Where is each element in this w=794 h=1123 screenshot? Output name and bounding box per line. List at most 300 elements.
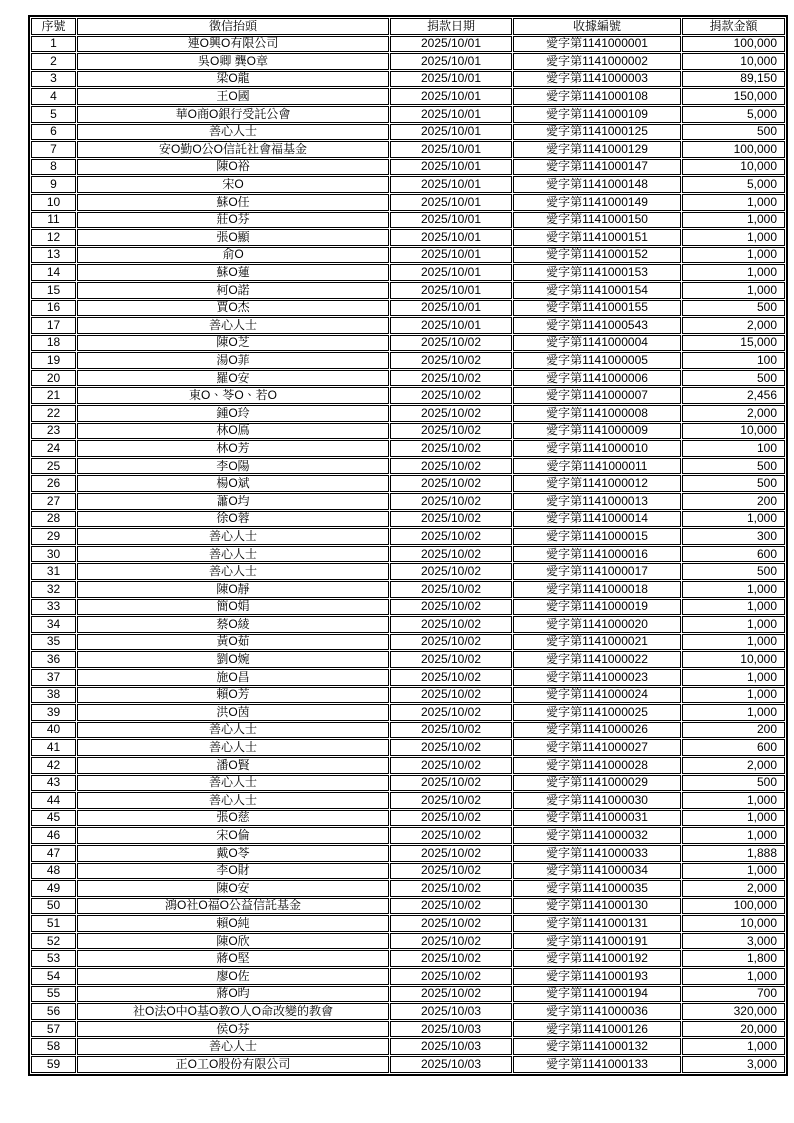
cell-amount: 1,000 <box>682 264 785 281</box>
cell-receipt: 愛字第1141000016 <box>513 546 681 563</box>
table-row <box>31 757 785 774</box>
table-row <box>31 264 785 281</box>
cell-serial: 19 <box>31 352 76 369</box>
column-header-amount: 捐款金額 <box>682 18 785 35</box>
cell-donor: 宋O <box>77 176 389 193</box>
cell-donor: 陳O欣 <box>77 933 389 950</box>
cell-donor: 華O商O銀行受託公會 <box>77 106 389 123</box>
cell-donor: 宋O倫 <box>77 827 389 844</box>
cell-date: 2025/10/02 <box>390 511 512 528</box>
cell-serial: 1 <box>31 36 76 53</box>
cell-serial: 25 <box>31 458 76 475</box>
cell-receipt: 愛字第1141000029 <box>513 775 681 792</box>
cell-amount: 1,000 <box>682 581 785 598</box>
cell-amount: 20,000 <box>682 1021 785 1038</box>
table-row <box>31 528 785 545</box>
cell-date: 2025/10/02 <box>390 370 512 387</box>
cell-donor: 賴O純 <box>77 915 389 932</box>
cell-receipt: 愛字第1141000007 <box>513 387 681 404</box>
cell-donor: 正O工O股份有限公司 <box>77 1056 389 1073</box>
cell-donor: 陳O裕 <box>77 159 389 176</box>
cell-donor: 善心人士 <box>77 775 389 792</box>
cell-date: 2025/10/02 <box>390 423 512 440</box>
table-row <box>31 1056 785 1073</box>
cell-amount: 1,000 <box>682 968 785 985</box>
cell-amount: 100 <box>682 352 785 369</box>
cell-serial: 24 <box>31 440 76 457</box>
table-row <box>31 352 785 369</box>
cell-date: 2025/10/02 <box>390 651 512 668</box>
table-row <box>31 898 785 915</box>
cell-donor: 善心人士 <box>77 739 389 756</box>
cell-amount: 1,000 <box>682 704 785 721</box>
table-row <box>31 687 785 704</box>
cell-serial: 23 <box>31 423 76 440</box>
cell-amount: 2,000 <box>682 757 785 774</box>
cell-donor: 東O、苓O、若O <box>77 387 389 404</box>
cell-serial: 21 <box>31 387 76 404</box>
cell-serial: 39 <box>31 704 76 721</box>
cell-receipt: 愛字第1141000133 <box>513 1056 681 1073</box>
cell-receipt: 愛字第1141000152 <box>513 247 681 264</box>
cell-receipt: 愛字第1141000003 <box>513 71 681 88</box>
cell-serial: 20 <box>31 370 76 387</box>
cell-date: 2025/10/02 <box>390 387 512 404</box>
cell-date: 2025/10/02 <box>390 599 512 616</box>
cell-serial: 32 <box>31 581 76 598</box>
cell-receipt: 愛字第1141000155 <box>513 300 681 317</box>
cell-serial: 48 <box>31 863 76 880</box>
table-row <box>31 1038 785 1055</box>
cell-receipt: 愛字第1141000129 <box>513 141 681 158</box>
cell-date: 2025/10/02 <box>390 722 512 739</box>
cell-serial: 34 <box>31 616 76 633</box>
cell-date: 2025/10/01 <box>390 88 512 105</box>
table-row <box>31 669 785 686</box>
cell-date: 2025/10/02 <box>390 581 512 598</box>
cell-receipt: 愛字第1141000019 <box>513 599 681 616</box>
cell-date: 2025/10/02 <box>390 827 512 844</box>
cell-receipt: 愛字第1141000148 <box>513 176 681 193</box>
cell-serial: 16 <box>31 300 76 317</box>
cell-serial: 42 <box>31 757 76 774</box>
cell-serial: 13 <box>31 247 76 264</box>
cell-receipt: 愛字第1141000192 <box>513 950 681 967</box>
cell-donor: 善心人士 <box>77 792 389 809</box>
table-row <box>31 722 785 739</box>
cell-date: 2025/10/03 <box>390 1056 512 1073</box>
cell-donor: 廖O佐 <box>77 968 389 985</box>
donation-table-body <box>31 36 785 1073</box>
cell-donor: 施O昌 <box>77 669 389 686</box>
table-row <box>31 1003 785 1020</box>
cell-donor: 蘇O任 <box>77 194 389 211</box>
table-row <box>31 827 785 844</box>
cell-amount: 100 <box>682 440 785 457</box>
cell-date: 2025/10/02 <box>390 687 512 704</box>
cell-serial: 26 <box>31 475 76 492</box>
cell-serial: 29 <box>31 528 76 545</box>
table-row <box>31 792 785 809</box>
cell-amount: 1,000 <box>682 229 785 246</box>
cell-receipt: 愛字第1141000008 <box>513 405 681 422</box>
cell-donor: 社O法O中O基O教O人O命改變的教會 <box>77 1003 389 1020</box>
table-row <box>31 229 785 246</box>
cell-donor: 張O慈 <box>77 810 389 827</box>
table-row <box>31 563 785 580</box>
cell-donor: 鴻O社O福O公益信託基金 <box>77 898 389 915</box>
cell-date: 2025/10/02 <box>390 898 512 915</box>
table-row <box>31 53 785 70</box>
cell-receipt: 愛字第1141000002 <box>513 53 681 70</box>
cell-amount: 300 <box>682 528 785 545</box>
cell-receipt: 愛字第1141000125 <box>513 124 681 141</box>
table-row <box>31 335 785 352</box>
table-row <box>31 616 785 633</box>
cell-donor: 林O芳 <box>77 440 389 457</box>
cell-serial: 49 <box>31 880 76 897</box>
cell-serial: 58 <box>31 1038 76 1055</box>
table-row <box>31 915 785 932</box>
table-row <box>31 880 785 897</box>
cell-receipt: 愛字第1141000025 <box>513 704 681 721</box>
cell-donor: 安O勤O公O信託社會福基金 <box>77 141 389 158</box>
cell-amount: 15,000 <box>682 335 785 352</box>
cell-amount: 5,000 <box>682 176 785 193</box>
cell-date: 2025/10/01 <box>390 194 512 211</box>
cell-receipt: 愛字第1141000011 <box>513 458 681 475</box>
cell-date: 2025/10/01 <box>390 176 512 193</box>
cell-serial: 46 <box>31 827 76 844</box>
cell-date: 2025/10/01 <box>390 264 512 281</box>
cell-receipt: 愛字第1141000126 <box>513 1021 681 1038</box>
cell-donor: 俞O <box>77 247 389 264</box>
cell-date: 2025/10/02 <box>390 669 512 686</box>
cell-date: 2025/10/02 <box>390 440 512 457</box>
cell-donor: 賴O芳 <box>77 687 389 704</box>
cell-donor: 善心人士 <box>77 546 389 563</box>
column-header-date: 捐款日期 <box>390 18 512 35</box>
cell-amount: 500 <box>682 475 785 492</box>
cell-donor: 蕭O均 <box>77 493 389 510</box>
cell-amount: 1,000 <box>682 810 785 827</box>
cell-receipt: 愛字第1141000017 <box>513 563 681 580</box>
table-row <box>31 704 785 721</box>
cell-amount: 1,000 <box>682 669 785 686</box>
cell-serial: 10 <box>31 194 76 211</box>
cell-serial: 35 <box>31 634 76 651</box>
cell-receipt: 愛字第1141000026 <box>513 722 681 739</box>
cell-amount: 600 <box>682 546 785 563</box>
cell-date: 2025/10/02 <box>390 810 512 827</box>
cell-donor: 蔣O昀 <box>77 986 389 1003</box>
cell-receipt: 愛字第1141000012 <box>513 475 681 492</box>
cell-serial: 36 <box>31 651 76 668</box>
cell-amount: 500 <box>682 124 785 141</box>
table-row <box>31 458 785 475</box>
table-row <box>31 493 785 510</box>
cell-receipt: 愛字第1141000147 <box>513 159 681 176</box>
cell-receipt: 愛字第1141000020 <box>513 616 681 633</box>
cell-date: 2025/10/02 <box>390 475 512 492</box>
cell-donor: 簡O娟 <box>77 599 389 616</box>
cell-receipt: 愛字第1141000153 <box>513 264 681 281</box>
cell-donor: 王O國 <box>77 88 389 105</box>
cell-date: 2025/10/02 <box>390 563 512 580</box>
cell-amount: 320,000 <box>682 1003 785 1020</box>
cell-receipt: 愛字第1141000028 <box>513 757 681 774</box>
cell-amount: 2,000 <box>682 405 785 422</box>
table-row <box>31 810 785 827</box>
cell-amount: 100,000 <box>682 898 785 915</box>
cell-amount: 1,000 <box>682 599 785 616</box>
cell-serial: 14 <box>31 264 76 281</box>
cell-date: 2025/10/03 <box>390 1003 512 1020</box>
table-row <box>31 475 785 492</box>
cell-donor: 善心人士 <box>77 528 389 545</box>
cell-donor: 羅O安 <box>77 370 389 387</box>
cell-serial: 38 <box>31 687 76 704</box>
cell-receipt: 愛字第1141000130 <box>513 898 681 915</box>
table-row <box>31 88 785 105</box>
cell-amount: 10,000 <box>682 53 785 70</box>
table-row <box>31 599 785 616</box>
cell-donor: 連O興O有限公司 <box>77 36 389 53</box>
cell-donor: 陳O靜 <box>77 581 389 598</box>
cell-serial: 51 <box>31 915 76 932</box>
table-row <box>31 863 785 880</box>
table-row <box>31 247 785 264</box>
cell-amount: 3,000 <box>682 1056 785 1073</box>
table-row <box>31 194 785 211</box>
cell-serial: 54 <box>31 968 76 985</box>
donation-table <box>28 15 788 1076</box>
cell-receipt: 愛字第1141000194 <box>513 986 681 1003</box>
cell-donor: 柯O諾 <box>77 282 389 299</box>
cell-donor: 戴O苓 <box>77 845 389 862</box>
cell-receipt: 愛字第1141000030 <box>513 792 681 809</box>
cell-date: 2025/10/02 <box>390 792 512 809</box>
cell-donor: 李O陽 <box>77 458 389 475</box>
cell-donor: 蔡O綾 <box>77 616 389 633</box>
table-row <box>31 933 785 950</box>
cell-amount: 2,000 <box>682 880 785 897</box>
cell-receipt: 愛字第1141000543 <box>513 317 681 334</box>
cell-serial: 43 <box>31 775 76 792</box>
cell-amount: 500 <box>682 300 785 317</box>
table-row <box>31 370 785 387</box>
cell-date: 2025/10/02 <box>390 528 512 545</box>
cell-donor: 侯O芬 <box>77 1021 389 1038</box>
cell-receipt: 愛字第1141000131 <box>513 915 681 932</box>
cell-date: 2025/10/02 <box>390 739 512 756</box>
cell-donor: 鍾O玲 <box>77 405 389 422</box>
cell-donor: 善心人士 <box>77 722 389 739</box>
cell-receipt: 愛字第1141000034 <box>513 863 681 880</box>
table-row <box>31 159 785 176</box>
cell-date: 2025/10/02 <box>390 950 512 967</box>
table-row <box>31 651 785 668</box>
cell-amount: 1,000 <box>682 511 785 528</box>
cell-amount: 100,000 <box>682 141 785 158</box>
cell-serial: 59 <box>31 1056 76 1073</box>
table-row <box>31 176 785 193</box>
cell-date: 2025/10/02 <box>390 845 512 862</box>
cell-serial: 4 <box>31 88 76 105</box>
cell-amount: 1,000 <box>682 212 785 229</box>
table-row <box>31 440 785 457</box>
cell-date: 2025/10/02 <box>390 968 512 985</box>
cell-serial: 8 <box>31 159 76 176</box>
cell-date: 2025/10/01 <box>390 317 512 334</box>
cell-receipt: 愛字第1141000032 <box>513 827 681 844</box>
cell-date: 2025/10/03 <box>390 1021 512 1038</box>
cell-receipt: 愛字第1141000027 <box>513 739 681 756</box>
cell-donor: 蔣O堅 <box>77 950 389 967</box>
cell-serial: 33 <box>31 599 76 616</box>
cell-amount: 1,000 <box>682 863 785 880</box>
cell-donor: 蘇O蓮 <box>77 264 389 281</box>
cell-amount: 5,000 <box>682 106 785 123</box>
cell-date: 2025/10/02 <box>390 546 512 563</box>
cell-date: 2025/10/01 <box>390 141 512 158</box>
cell-date: 2025/10/02 <box>390 986 512 1003</box>
cell-amount: 2,000 <box>682 317 785 334</box>
cell-donor: 林O鳫 <box>77 423 389 440</box>
cell-amount: 200 <box>682 493 785 510</box>
cell-serial: 30 <box>31 546 76 563</box>
cell-amount: 1,000 <box>682 194 785 211</box>
cell-date: 2025/10/02 <box>390 863 512 880</box>
cell-serial: 11 <box>31 212 76 229</box>
cell-serial: 37 <box>31 669 76 686</box>
table-row <box>31 300 785 317</box>
cell-donor: 吳O卿 龔O章 <box>77 53 389 70</box>
cell-receipt: 愛字第1141000023 <box>513 669 681 686</box>
table-row <box>31 968 785 985</box>
cell-amount: 1,000 <box>682 282 785 299</box>
table-row <box>31 581 785 598</box>
cell-donor: 李O財 <box>77 863 389 880</box>
cell-amount: 200 <box>682 722 785 739</box>
table-row <box>31 739 785 756</box>
cell-receipt: 愛字第1141000004 <box>513 335 681 352</box>
cell-serial: 52 <box>31 933 76 950</box>
cell-amount: 1,000 <box>682 792 785 809</box>
cell-date: 2025/10/02 <box>390 634 512 651</box>
cell-date: 2025/10/02 <box>390 880 512 897</box>
cell-date: 2025/10/01 <box>390 53 512 70</box>
cell-amount: 500 <box>682 370 785 387</box>
cell-receipt: 愛字第1141000006 <box>513 370 681 387</box>
cell-receipt: 愛字第1141000108 <box>513 88 681 105</box>
cell-serial: 44 <box>31 792 76 809</box>
cell-amount: 500 <box>682 458 785 475</box>
cell-receipt: 愛字第1141000005 <box>513 352 681 369</box>
cell-serial: 45 <box>31 810 76 827</box>
column-header-donor: 徵信抬頭 <box>77 18 389 35</box>
table-row <box>31 124 785 141</box>
cell-receipt: 愛字第1141000150 <box>513 212 681 229</box>
cell-donor: 湯O菲 <box>77 352 389 369</box>
cell-amount: 500 <box>682 563 785 580</box>
cell-amount: 1,888 <box>682 845 785 862</box>
table-row <box>31 950 785 967</box>
cell-serial: 22 <box>31 405 76 422</box>
cell-receipt: 愛字第1141000022 <box>513 651 681 668</box>
cell-amount: 1,000 <box>682 634 785 651</box>
table-row <box>31 511 785 528</box>
cell-date: 2025/10/02 <box>390 704 512 721</box>
cell-amount: 10,000 <box>682 159 785 176</box>
table-row <box>31 71 785 88</box>
cell-amount: 1,000 <box>682 687 785 704</box>
cell-date: 2025/10/02 <box>390 493 512 510</box>
cell-donor: 張O顯 <box>77 229 389 246</box>
cell-date: 2025/10/01 <box>390 247 512 264</box>
cell-donor: 梁O龍 <box>77 71 389 88</box>
cell-donor: 善心人士 <box>77 124 389 141</box>
cell-serial: 12 <box>31 229 76 246</box>
cell-date: 2025/10/03 <box>390 1038 512 1055</box>
cell-amount: 1,000 <box>682 247 785 264</box>
cell-amount: 10,000 <box>682 651 785 668</box>
cell-serial: 15 <box>31 282 76 299</box>
cell-receipt: 愛字第1141000193 <box>513 968 681 985</box>
cell-amount: 1,000 <box>682 827 785 844</box>
cell-receipt: 愛字第1141000149 <box>513 194 681 211</box>
column-header-receipt: 收據編號 <box>513 18 681 35</box>
table-row <box>31 212 785 229</box>
cell-amount: 10,000 <box>682 423 785 440</box>
cell-serial: 50 <box>31 898 76 915</box>
cell-donor: 善心人士 <box>77 1038 389 1055</box>
cell-serial: 3 <box>31 71 76 88</box>
cell-donor: 賈O杰 <box>77 300 389 317</box>
cell-donor: 楊O斌 <box>77 475 389 492</box>
cell-serial: 40 <box>31 722 76 739</box>
cell-date: 2025/10/01 <box>390 124 512 141</box>
cell-serial: 6 <box>31 124 76 141</box>
table-row <box>31 387 785 404</box>
cell-receipt: 愛字第1141000036 <box>513 1003 681 1020</box>
table-row <box>31 405 785 422</box>
cell-amount: 700 <box>682 986 785 1003</box>
cell-receipt: 愛字第1141000109 <box>513 106 681 123</box>
cell-amount: 1,800 <box>682 950 785 967</box>
cell-donor: 善心人士 <box>77 563 389 580</box>
table-header-row <box>31 18 785 35</box>
cell-date: 2025/10/02 <box>390 405 512 422</box>
cell-date: 2025/10/01 <box>390 300 512 317</box>
cell-amount: 600 <box>682 739 785 756</box>
cell-amount: 89,150 <box>682 71 785 88</box>
cell-receipt: 愛字第1141000018 <box>513 581 681 598</box>
cell-date: 2025/10/02 <box>390 775 512 792</box>
table-row <box>31 36 785 53</box>
table-row <box>31 546 785 563</box>
cell-serial: 31 <box>31 563 76 580</box>
cell-donor: 陳O安 <box>77 880 389 897</box>
cell-donor: 洪O茵 <box>77 704 389 721</box>
table-row <box>31 845 785 862</box>
cell-amount: 3,000 <box>682 933 785 950</box>
cell-donor: 潘O賢 <box>77 757 389 774</box>
cell-amount: 150,000 <box>682 88 785 105</box>
cell-serial: 7 <box>31 141 76 158</box>
cell-date: 2025/10/01 <box>390 36 512 53</box>
cell-serial: 41 <box>31 739 76 756</box>
